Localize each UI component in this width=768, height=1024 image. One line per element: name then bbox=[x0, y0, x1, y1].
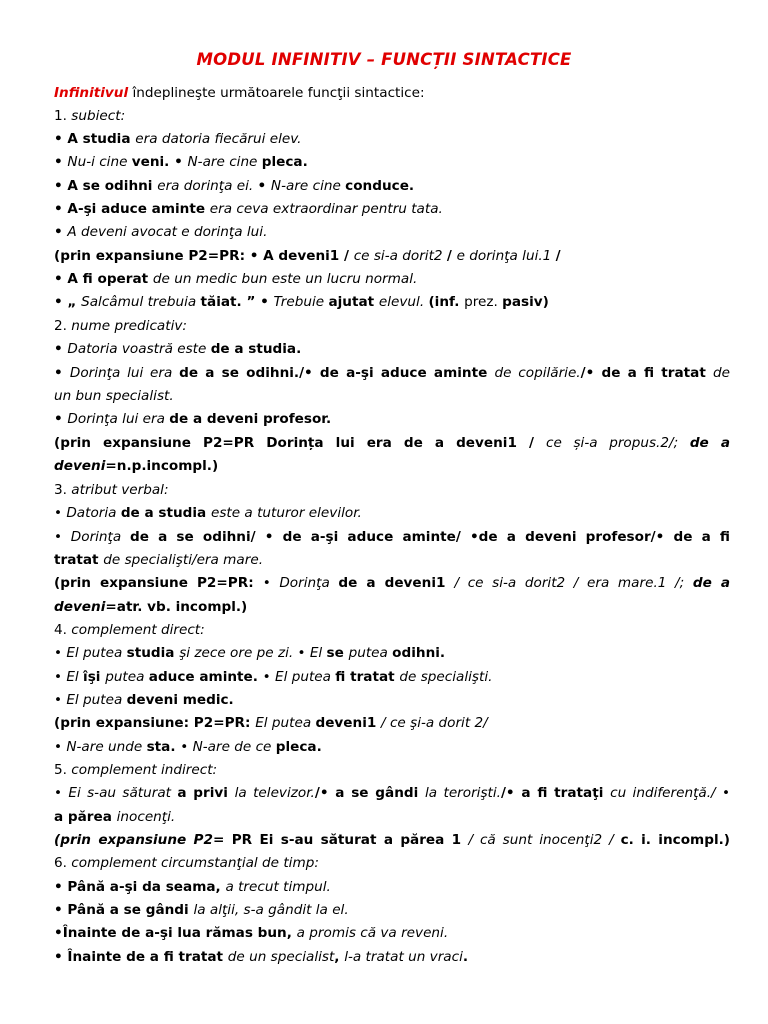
page-title: MODUL INFINITIV – FUNCȚII SINTACTICE bbox=[196, 50, 572, 69]
text-segment: , bbox=[334, 949, 345, 965]
text-segment: era ceva extraordinar pentru tata. bbox=[209, 201, 443, 217]
text-line bbox=[54, 784, 730, 802]
intro-line bbox=[54, 84, 730, 102]
text-line bbox=[54, 691, 730, 709]
text-segment: cu indiferenţă./ bbox=[610, 785, 722, 801]
text-segment: • bbox=[54, 154, 68, 170]
text-segment: 5. bbox=[54, 762, 72, 778]
text-line bbox=[54, 317, 730, 335]
text-line bbox=[54, 621, 730, 639]
text-segment: 1. bbox=[54, 108, 72, 124]
text-segment: l-a tratat un vracі bbox=[344, 949, 463, 965]
text-segment: un bun specialist. bbox=[54, 388, 174, 404]
text-line bbox=[54, 457, 730, 475]
text-segment: ajutat bbox=[328, 294, 379, 310]
text-segment: 6. bbox=[54, 855, 72, 871]
text-segment: deveni medic. bbox=[126, 692, 234, 708]
text-line bbox=[54, 270, 730, 288]
text-segment: • „ bbox=[54, 294, 82, 310]
intro-term: Infinitivul bbox=[54, 85, 129, 101]
text-segment: / ce si-a dorit2 / era mare.1 /; bbox=[454, 575, 693, 591]
text-segment: • Până a-şi da seama, bbox=[54, 879, 226, 895]
text-segment: de a se odihni/ • de a-şi aduce aminte/ •de a deveni profesor/• de a fi bbox=[129, 529, 731, 545]
text-segment: de a studia bbox=[120, 505, 211, 521]
text-segment: • bbox=[54, 341, 68, 357]
text-segment: • bbox=[54, 645, 67, 661]
text-segment: (inf. bbox=[428, 294, 465, 310]
text-segment: de un specialist bbox=[227, 949, 335, 965]
text-segment: • bbox=[54, 669, 67, 685]
text-segment: • A-şi aduce aminte bbox=[54, 201, 210, 217]
text-segment: /• a se gândi bbox=[314, 785, 426, 801]
text-segment: (prin expansiune: P2=PR: bbox=[54, 715, 256, 731]
text-segment: deveni bbox=[54, 599, 106, 615]
text-segment: nume predicativ: bbox=[71, 318, 187, 334]
text-line bbox=[54, 293, 730, 311]
text-segment: Datoria bbox=[66, 505, 121, 521]
text-segment: • Înainte de a fi tratat bbox=[54, 949, 228, 965]
text-line bbox=[54, 598, 730, 616]
text-segment: (prin expansiune P2= bbox=[54, 832, 232, 848]
text-segment: a promis că va reveni. bbox=[296, 925, 449, 941]
text-segment: e dorinţa lui.1 bbox=[456, 248, 556, 264]
text-segment: • bbox=[54, 739, 67, 755]
text-line bbox=[54, 504, 730, 522]
text-line bbox=[54, 153, 730, 171]
text-segment: de a se odihni./• de a-şi aduce aminte bbox=[179, 365, 495, 381]
text-segment: şi zece ore pe zi. • El bbox=[179, 645, 327, 661]
text-segment: • bbox=[722, 785, 731, 801]
text-line bbox=[54, 854, 730, 872]
text-segment: îşi bbox=[83, 669, 106, 685]
text-segment: studia bbox=[126, 645, 180, 661]
text-segment: • A fi operat bbox=[54, 271, 153, 287]
text-segment: • bbox=[54, 785, 69, 801]
text-segment: prez. bbox=[464, 294, 503, 310]
text-segment: de specialişti. bbox=[399, 669, 493, 685]
text-segment: sta. bbox=[146, 739, 181, 755]
text-line bbox=[54, 481, 730, 499]
text-segment: complement indirect: bbox=[71, 762, 218, 778]
text-segment: Dorinţa lui era bbox=[67, 411, 170, 427]
text-segment: Dorinţa bbox=[70, 529, 130, 545]
text-segment: • A studia bbox=[54, 131, 136, 147]
text-segment: elevul. bbox=[378, 294, 429, 310]
text-segment: complement direct: bbox=[71, 622, 205, 638]
text-segment: de copilărie. bbox=[494, 365, 581, 381]
text-segment: • Până a se gândi bbox=[54, 902, 194, 918]
text-line bbox=[54, 761, 730, 779]
text-line bbox=[54, 948, 730, 966]
text-segment: (prin expansiune P2=PR Dorința lui era de a deveni1 / bbox=[54, 435, 546, 451]
intro-text: îndeplineşte următoarele funcţii sintactice: bbox=[128, 85, 425, 101]
text-segment: • bbox=[54, 692, 67, 708]
text-segment: deveni bbox=[54, 458, 106, 474]
text-line bbox=[54, 340, 730, 358]
text-line bbox=[54, 434, 730, 452]
text-segment: Dorinţa lui era bbox=[69, 365, 180, 381]
text-segment: deveni1 bbox=[315, 715, 382, 731]
text-segment: • bbox=[54, 529, 71, 545]
text-segment: tratat bbox=[54, 552, 104, 568]
text-line bbox=[54, 528, 730, 546]
text-segment: • bbox=[54, 224, 68, 240]
text-line bbox=[54, 738, 730, 756]
text-line bbox=[54, 364, 730, 382]
text-segment: ce si-a dorit2 bbox=[353, 248, 447, 264]
text-segment: la alţii, s-a gândit la el. bbox=[193, 902, 349, 918]
text-segment: El putea bbox=[66, 692, 127, 708]
text-segment: • bbox=[54, 411, 68, 427]
text-segment: • bbox=[262, 575, 280, 591]
text-line bbox=[54, 901, 730, 919]
text-segment: de specialişti/era mare. bbox=[103, 552, 264, 568]
text-segment: putea bbox=[105, 669, 149, 685]
text-line bbox=[54, 223, 730, 241]
text-segment: N-are cine bbox=[270, 178, 346, 194]
text-line bbox=[54, 808, 730, 826]
text-segment: pleca. bbox=[261, 154, 308, 170]
text-segment: El putea bbox=[66, 645, 127, 661]
text-segment: Trebuie bbox=[273, 294, 329, 310]
text-segment: =n.p.incompl.) bbox=[105, 458, 219, 474]
text-segment: Nu-i cine bbox=[67, 154, 132, 170]
text-segment: a părea bbox=[54, 809, 117, 825]
text-line bbox=[54, 177, 730, 195]
text-segment: • bbox=[54, 505, 67, 521]
text-segment: tăiat. ” • bbox=[200, 294, 274, 310]
text-line bbox=[54, 878, 730, 896]
text-segment: • El putea bbox=[262, 669, 336, 685]
text-line bbox=[54, 831, 730, 849]
text-segment: =atr. vb. incompl.) bbox=[105, 599, 248, 615]
text-segment: de a deveni profesor. bbox=[169, 411, 332, 427]
text-line bbox=[54, 410, 730, 428]
text-segment: subiect: bbox=[71, 108, 126, 124]
text-line bbox=[54, 387, 730, 405]
text-segment: pleca. bbox=[275, 739, 322, 755]
text-segment: • bbox=[54, 365, 70, 381]
text-segment: Ei s-au săturat bbox=[68, 785, 178, 801]
text-segment: (prin expansiune P2=PR: bbox=[54, 575, 263, 591]
text-segment: atribut verbal: bbox=[71, 482, 169, 498]
text-segment: la terorişti. bbox=[425, 785, 501, 801]
text-segment: veni. • bbox=[131, 154, 188, 170]
text-segment: se bbox=[326, 645, 349, 661]
text-segment: complement circumstanţial de timp: bbox=[71, 855, 319, 871]
text-segment: este a tuturor elevilor. bbox=[210, 505, 362, 521]
text-segment: PR Ei s-au săturat a părea 1 bbox=[231, 832, 469, 848]
text-segment: 2. bbox=[54, 318, 72, 334]
text-segment: / bbox=[555, 248, 561, 264]
text-segment: •Înainte de a-şi lua rămas bun, bbox=[54, 925, 297, 941]
text-segment: inocenţi. bbox=[116, 809, 176, 825]
text-segment: de a deveni1 bbox=[338, 575, 455, 591]
text-segment: • A se odihni bbox=[54, 178, 158, 194]
text-segment: fi tratat bbox=[335, 669, 400, 685]
text-segment: putea bbox=[348, 645, 393, 661]
text-segment: Dorinţa bbox=[279, 575, 339, 591]
text-segment: aduce aminte. bbox=[148, 669, 263, 685]
text-line bbox=[54, 551, 730, 569]
text-segment: ce și-a propus.2/; bbox=[545, 435, 690, 451]
text-segment: era dorinţa ei. bbox=[157, 178, 258, 194]
text-segment: Datoria voastră este bbox=[67, 341, 211, 357]
text-segment: / ce şi-a dorit 2/ bbox=[381, 715, 488, 731]
text-line bbox=[54, 130, 730, 148]
text-segment: de a bbox=[689, 435, 731, 451]
text-segment: a trecut timpul. bbox=[225, 879, 331, 895]
text-segment: / că sunt inocenţi2 / bbox=[468, 832, 621, 848]
text-segment: N-are unde bbox=[66, 739, 147, 755]
text-segment: 4. bbox=[54, 622, 72, 638]
text-line bbox=[54, 714, 730, 732]
text-segment: pasiv) bbox=[502, 294, 549, 310]
text-segment: c. i. incompl.) bbox=[620, 832, 730, 848]
text-line bbox=[54, 200, 730, 218]
text-segment: / bbox=[446, 248, 457, 264]
text-segment: de a bbox=[692, 575, 731, 591]
text-segment: El bbox=[66, 669, 84, 685]
text-segment: de bbox=[713, 365, 731, 381]
text-segment: N-are de ce bbox=[192, 739, 276, 755]
text-segment: 3. bbox=[54, 482, 72, 498]
text-line bbox=[54, 924, 730, 942]
text-segment: . bbox=[462, 949, 469, 965]
text-segment: • bbox=[257, 178, 271, 194]
text-line bbox=[54, 107, 730, 125]
text-segment: conduce. bbox=[345, 178, 415, 194]
text-segment: /• de a fi tratat bbox=[580, 365, 714, 381]
text-line bbox=[54, 644, 730, 662]
text-segment: N-are cine bbox=[187, 154, 262, 170]
text-segment: era datoria fiecărui elev. bbox=[135, 131, 302, 147]
text-segment: la televizor. bbox=[234, 785, 315, 801]
text-segment: odihni. bbox=[392, 645, 446, 661]
text-segment: (prin expansiune P2=PR: • A deveni1 / bbox=[54, 248, 354, 264]
text-segment: de a studia. bbox=[210, 341, 302, 357]
text-line bbox=[54, 574, 730, 592]
text-line bbox=[54, 247, 730, 265]
text-segment: El putea bbox=[255, 715, 316, 731]
text-segment: Salcâmul trebuia bbox=[81, 294, 201, 310]
text-segment: A deveni avocat e dorinţa lui. bbox=[67, 224, 268, 240]
text-segment: /• a fi trataţi bbox=[500, 785, 611, 801]
text-segment: a privi bbox=[177, 785, 235, 801]
text-line bbox=[54, 668, 730, 686]
text-segment: de un medic bun este un lucru normal. bbox=[152, 271, 418, 287]
text-segment: • bbox=[180, 739, 193, 755]
